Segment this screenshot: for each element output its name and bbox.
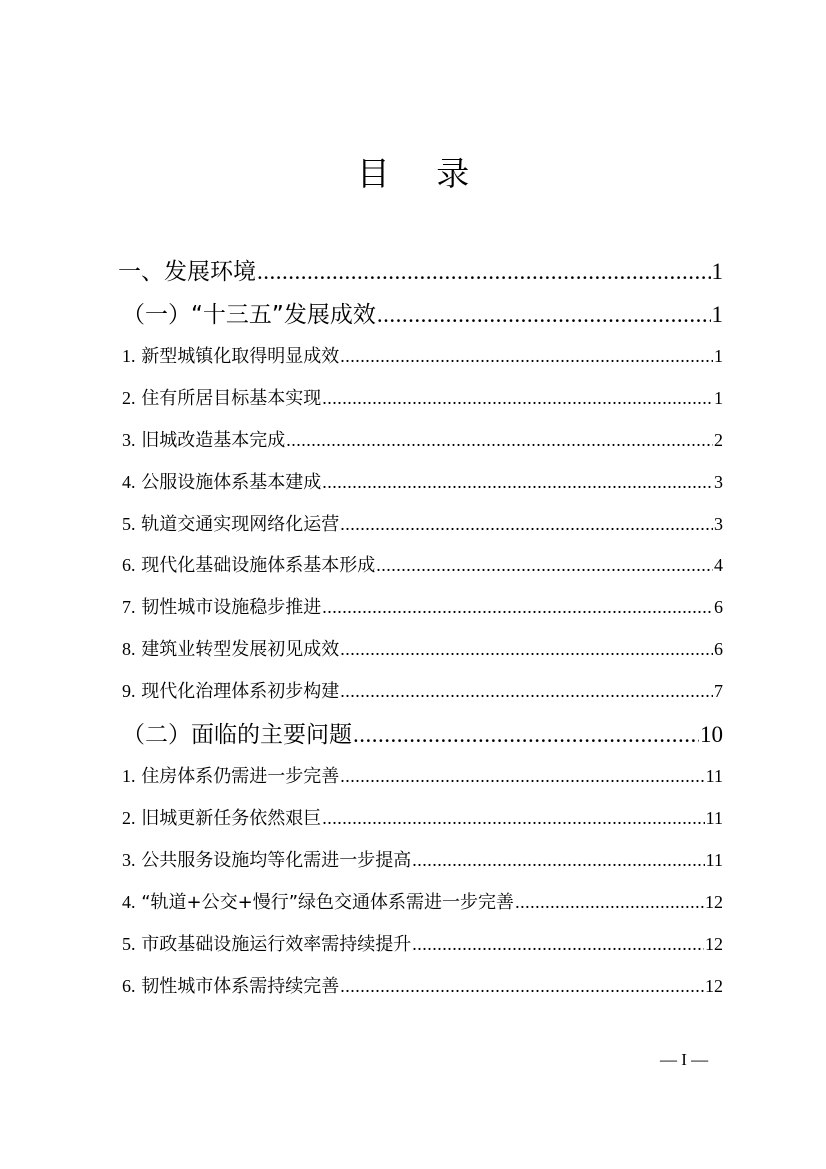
toc-entry-label: [122, 972, 339, 998]
dot-leader: [515, 892, 704, 913]
toc-entry-number: 3.: [122, 430, 136, 450]
toc-entry-text: 现代化治理体系初步构建: [141, 681, 340, 702]
toc-entry-label: [122, 510, 339, 536]
dot-leader: [340, 639, 713, 660]
dot-leader: [322, 597, 713, 618]
toc-entry-item[interactable]: [122, 593, 723, 619]
toc-entry-page: 4: [714, 555, 723, 575]
dot-leader: [412, 934, 704, 955]
toc-entry-label: [122, 468, 321, 494]
toc-entry-label: [122, 426, 285, 452]
dot-leader: [340, 514, 713, 535]
toc-entry-number: 4.: [122, 472, 136, 492]
toc-entry-label: 一、发展环境: [118, 259, 256, 285]
toc-entry-page: 12: [705, 976, 723, 996]
toc-entry-text: 住有所居目标基本实现: [141, 388, 322, 409]
toc-entry-text: 现代化基础设施体系基本形成: [141, 555, 376, 576]
toc-entry-label: [122, 593, 321, 619]
toc-entry-page: 11: [705, 766, 723, 786]
toc-entry-page: 6: [714, 597, 723, 617]
toc-entry-item[interactable]: [122, 426, 723, 452]
toc-entry-page: 1: [711, 259, 723, 284]
toc-entry-label: （二）面临的主要问题: [122, 722, 352, 748]
dot-leader: [340, 976, 704, 997]
toc-entry-number: 3.: [122, 850, 136, 870]
toc-entry-text: 旧城改造基本完成: [141, 430, 286, 451]
toc-entry-label: [122, 384, 321, 410]
dot-leader: [257, 259, 711, 285]
dot-leader: [322, 472, 713, 493]
toc-entry-label: [122, 635, 339, 661]
toc-entry-subsection-2[interactable]: [122, 716, 723, 749]
dot-leader: [340, 766, 704, 787]
toc-entry-item[interactable]: [122, 510, 723, 536]
dot-leader: [340, 681, 713, 702]
dot-leader: [340, 346, 713, 367]
toc-entry-text: 韧性城市设施稳步推进: [141, 597, 322, 618]
toc-entry-number: 4.: [122, 892, 136, 912]
toc-entry-number: 1.: [122, 346, 136, 366]
dot-leader: [412, 850, 704, 871]
toc-entry-text: 公服设施体系基本建成: [141, 472, 322, 493]
toc-entry-number: 2.: [122, 808, 136, 828]
toc-entry-number: 6.: [122, 555, 136, 575]
toc-entry-number: 7.: [122, 597, 136, 617]
toc-entry-number: 5.: [122, 514, 136, 534]
toc-entry-item[interactable]: [122, 888, 723, 914]
toc-entry-label: [122, 677, 339, 703]
dot-leader: [353, 722, 699, 748]
toc-entry-text: 韧性城市体系需持续完善: [141, 976, 340, 997]
toc-entry-label: （一）“十三五”发展成效: [122, 302, 376, 328]
toc-entry-page: 11: [705, 808, 723, 828]
toc-entry-item[interactable]: [122, 677, 723, 703]
toc-title: 目 录: [356, 154, 488, 193]
toc-entry-item[interactable]: [122, 384, 723, 410]
toc-entry-text: 住房体系仍需进一步完善: [141, 766, 340, 787]
toc-entry-item[interactable]: [122, 804, 723, 830]
toc-entry-page: 1: [714, 346, 723, 366]
toc-entry-label: [122, 804, 321, 830]
dot-leader: [286, 430, 713, 451]
toc-entry-label: [122, 846, 411, 872]
toc-entry-label: [122, 930, 411, 956]
toc-entry-label: [122, 551, 375, 577]
toc-entry-text: 旧城更新任务依然艰巨: [141, 808, 322, 829]
toc-entry-page: 10: [700, 722, 723, 747]
toc-entry-page: 11: [705, 850, 723, 870]
toc-entry-text: 公共服务设施均等化需进一步提高: [141, 850, 412, 871]
toc-entry-item[interactable]: [122, 930, 723, 956]
toc-entry-number: 6.: [122, 976, 136, 996]
dot-leader: [377, 302, 711, 328]
dot-leader: [322, 808, 704, 829]
toc-entry-subsection-1[interactable]: [122, 296, 723, 329]
dot-leader: [322, 388, 713, 409]
toc-entry-page: 3: [714, 472, 723, 492]
toc-entry-number: 1.: [122, 766, 136, 786]
toc-entry-item[interactable]: [122, 468, 723, 494]
toc-entry-label: [122, 762, 339, 788]
toc-entry-text: 新型城镇化取得明显成效: [141, 346, 340, 367]
toc-entry-page: 12: [705, 934, 723, 954]
toc-entry-page: 3: [714, 514, 723, 534]
page-number-footer: — I —: [660, 1050, 709, 1069]
toc-entry-label: [122, 888, 514, 914]
toc-entry-label: [122, 342, 339, 368]
dot-leader: [376, 555, 713, 576]
toc-entry-page: 1: [711, 302, 723, 327]
toc-entry-page: 1: [714, 388, 723, 408]
toc-entry-text: 建筑业转型发展初见成效: [141, 639, 340, 660]
toc-entry-item[interactable]: [122, 551, 723, 577]
toc-entry-text: 市政基础设施运行效率需持续提升: [141, 934, 412, 955]
toc-entry-page: 6: [714, 639, 723, 659]
toc-entry-number: 2.: [122, 388, 136, 408]
toc-entry-item[interactable]: [122, 972, 723, 998]
toc-entry-text: “轨道+公交+慢行”绿色交通体系需进一步完善: [141, 892, 515, 913]
toc-entry-number: 8.: [122, 639, 136, 659]
toc-entry-item[interactable]: [122, 846, 723, 872]
toc-entry-item[interactable]: [122, 762, 723, 788]
toc-entry-item[interactable]: [122, 635, 723, 661]
toc-entry-section-1[interactable]: [118, 253, 723, 286]
toc-entry-number: 5.: [122, 934, 136, 954]
toc-entry-text: 轨道交通实现网络化运营: [141, 514, 340, 535]
toc-entry-page: 7: [714, 681, 723, 701]
toc-entry-number: 9.: [122, 681, 136, 701]
toc-entry-page: 12: [705, 892, 723, 912]
toc-entry-page: 2: [714, 430, 723, 450]
toc-entry-item[interactable]: [122, 342, 723, 368]
